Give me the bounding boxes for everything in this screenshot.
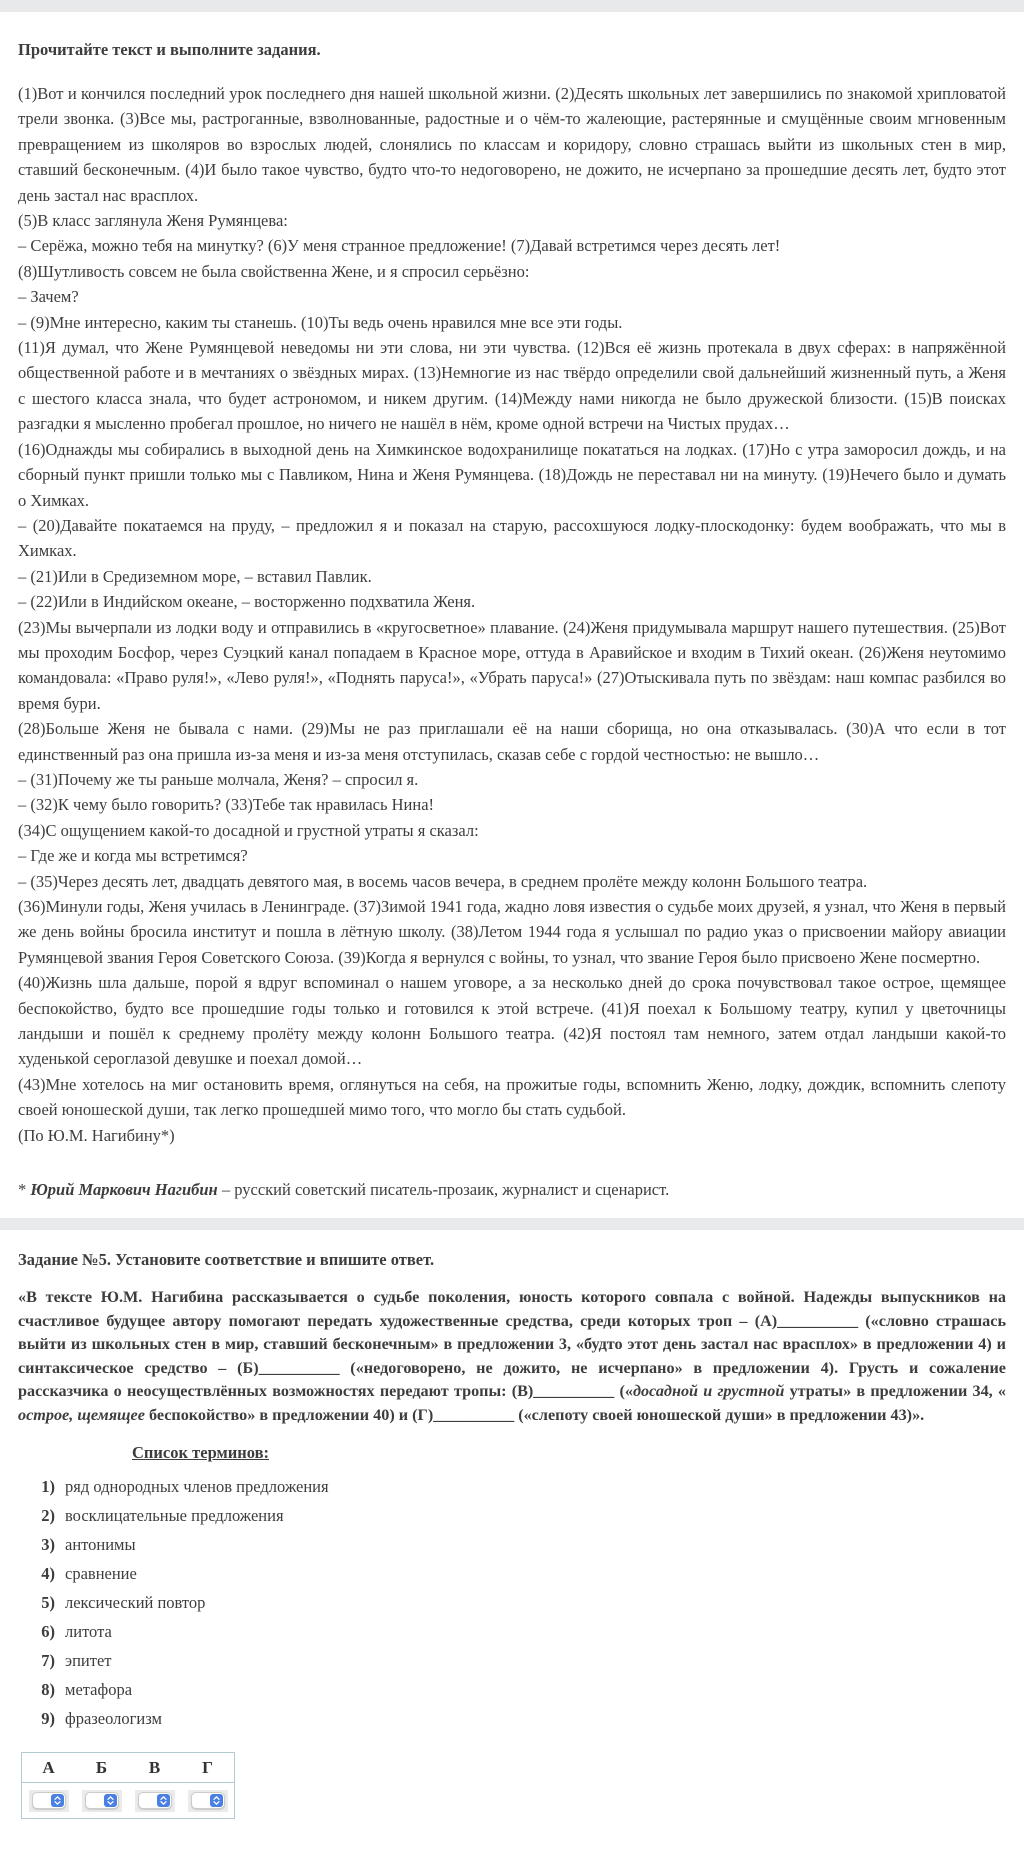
text-passage: [18, 81, 1006, 1148]
passage-paragraph: – (32)К чему было говорить? (33)Тебе так нравилась Нина!: [18, 795, 435, 815]
passage-paragraph: (40)Жизнь шла дальше, порой я вдруг вспоминал о нашем уговоре, а за несколько дней до срока почувствовал такое острое, щемящее беспокойство, будто все прошедшие годы только и готовился к этой встрече. (41)Я поехал к Большому театру, купил у цветочницы ландыши и пошёл к среднему пролёту между колонн Большого театра. (42)Я постоял там немного, затем отдал ландыши какой-то худенькой сероглазой девушке и поехал домой…: [18, 973, 1006, 1069]
passage-paragraph: – Где же и когда мы встретимся?: [18, 846, 248, 866]
author-footnote: [18, 1177, 1006, 1202]
answer-cell-b: [75, 1783, 128, 1819]
reading-section: [0, 12, 1024, 1202]
term-label: литота: [65, 1622, 112, 1642]
chevron-up-down-icon: [160, 1796, 167, 1805]
term-number: 9): [41, 1709, 55, 1729]
task-prompt: [18, 1286, 1006, 1427]
chevron-up-down-icon: [213, 1796, 220, 1805]
answer-select-a[interactable]: [29, 1790, 69, 1812]
prompt-text: беспокойство» в предложении 40) и (Г)__________ («слепоту своей юношеской души» в предложении 43)».: [144, 1405, 925, 1424]
answer-column-v: В: [128, 1753, 181, 1783]
term-label: сравнение: [65, 1564, 137, 1584]
passage-paragraph: (5)В класс заглянула Женя Румянцева:: [18, 211, 288, 231]
term-number: 7): [41, 1651, 55, 1671]
top-divider-band: [0, 0, 1024, 12]
term-label: ряд однородных членов предложения: [65, 1477, 329, 1497]
answer-table-select-row: [22, 1783, 235, 1819]
term-item: [18, 1530, 1006, 1559]
passage-paragraph: (8)Шутливость совсем не была свойственна Жене, и я спросил серьёзно:: [18, 261, 530, 281]
answer-cell-v: [128, 1783, 181, 1819]
select-stepper-icon: [157, 1794, 170, 1807]
term-number: 4): [41, 1564, 55, 1584]
term-label: восклицательные предложения: [65, 1506, 284, 1526]
term-item: [18, 1588, 1006, 1617]
passage-paragraph: – Серёжа, можно тебя на минутку? (6)У меня странное предложение! (7)Давай встретимся через десять лет!: [18, 236, 781, 256]
passage-attribution: (По Ю.М. Нагибину*): [18, 1125, 175, 1145]
term-number: 2): [41, 1506, 55, 1526]
term-label: фразеологизм: [65, 1709, 162, 1729]
passage-paragraph: (43)Мне хотелось на миг остановить время, оглянуться на себя, на прожитые годы, вспомнить Женю, лодку, дождик, вспомнить слепоту своей юношеской души, так легко прошедшей мимо того, что могло бы стать судьбой.: [18, 1074, 1006, 1120]
passage-paragraph: – Зачем?: [18, 287, 79, 307]
term-label: метафора: [65, 1680, 133, 1700]
passage-paragraph: (34)С ощущением какой-то досадной и грустной утраты я сказал:: [18, 820, 479, 840]
passage-paragraph: (36)Минули годы, Женя училась в Ленинграде. (37)Зимой 1941 года, жадно ловя известия о судьбе моих друзей, я узнал, что Женя в первый же день войны бросила институт и пошла в лётную школу. (38)Летом 1944 года я услышал по радио указ о присвоении майору авиации Румянцевой звания Героя Советского Союза. (39)Когда я вернулся с войны, то узнал, что звание Героя было присвоено Жене посмертно.: [18, 897, 1006, 967]
term-label: лексический повтор: [65, 1593, 206, 1613]
passage-paragraph: (23)Мы вычерпали из лодки воду и отправились в «кругосветное» плавание. (24)Женя придумывала маршрут нашего путешествия. (25)Вот мы проходим Босфор, через Суэцкий канал попадаем в Красное море, оттуда в Аравийское и входим в Тихий океан. (26)Женя неутомимо командовала: «Право руля!», «Лево руля!», «Поднять паруса!», «Убрать паруса!» (27)Отыскивала путь по звёздам: наш компас разбился во время бури.: [18, 617, 1006, 713]
passage-paragraph: (16)Однажды мы собирались в выходной день на Химкинское водохранилище покататься на лодках. (17)Но с утра заморосил дождь, и на сборный пункт пришли только мы с Павликом, Нина и Женя Румянцева. (18)Дождь не переставал ни на минуту. (19)Нечего было и думать о Химках.: [18, 439, 1006, 510]
term-item: [18, 1704, 1006, 1733]
answer-select-v[interactable]: [135, 1790, 175, 1812]
footnote-description: – русский советский писатель-прозаик, журналист и сценарист.: [217, 1180, 670, 1200]
answer-select-g[interactable]: [188, 1790, 228, 1812]
term-item: [18, 1472, 1006, 1501]
select-stepper-icon: [210, 1794, 223, 1807]
answer-select-b[interactable]: [82, 1790, 122, 1812]
instruction-heading: Прочитайте текст и выполните задания.: [18, 40, 321, 59]
term-number: 8): [41, 1680, 55, 1700]
term-label: антонимы: [65, 1535, 136, 1555]
answer-column-a: А: [22, 1753, 76, 1783]
answer-cell-g: [181, 1783, 235, 1819]
passage-paragraph: – (31)Почему же ты раньше молчала, Женя? – спросил я.: [18, 769, 419, 789]
answer-column-g: Г: [181, 1753, 235, 1783]
term-number: 1): [41, 1477, 55, 1497]
terms-list: [18, 1472, 1006, 1733]
passage-paragraph: – (20)Давайте покатаемся на пруду, – предложил я и показал на старую, рассохшуюся лодку-плоскодонку: будем воображать, что мы в Химках.: [18, 515, 1006, 561]
task-heading: Задание №5. Установите соответствие и впишите ответ.: [18, 1250, 435, 1270]
answer-table: [21, 1752, 235, 1819]
passage-paragraph: – (22)Или в Индийском океане, – восторженно подхватила Женя.: [18, 592, 476, 612]
footnote-author-name: Юрий Маркович Нагибин: [30, 1180, 218, 1200]
passage-paragraph: (1)Вот и кончился последний урок последнего дня нашей школьной жизни. (2)Десять школьных лет завершились по знакомой хрипловатой трели звонка. (3)Все мы, растроганные, взволнованные, радостные и о чём-то жалеющие, растерянные и смущённые своим мгновенным превращением из школяров во взрослых людей, слонялись по классам и коридору, словно страшась выйти из школьных стен в мир, ставший бесконечным. (4)И было такое чувство, будто что-то недоговорено, не дожито, не исчерпано за прошедшие десять лет, будто этот день застал нас врасплох.: [18, 84, 1006, 205]
passage-paragraph: (11)Я думал, что Жене Румянцевой неведомы ни эти слова, ни эти чувства. (12)Вся её жизнь протекала в двух сферах: в напряжённой общественной работе и в мечтаниях о звёздных мирах. (13)Немногие из нас твёрдо определили свой дальнейший жизненный путь, а Женя с шестого класса знала, что будет астрономом, и никем другим. (14)Между нами никогда не было дружеской близости. (15)В поисках разгадки я мысленно пробегал прошлое, но ничего не нашёл в нём, кроме одной встречи на Чистых прудах…: [18, 338, 1006, 434]
bottom-spacer: [18, 1819, 1006, 1865]
answer-cell-a: [22, 1783, 76, 1819]
answer-column-b: Б: [75, 1753, 128, 1783]
chevron-up-down-icon: [107, 1796, 114, 1805]
passage-paragraph: – (9)Мне интересно, каким ты станешь. (10)Ты ведь очень нравился мне все эти годы.: [18, 312, 623, 332]
term-number: 3): [41, 1535, 55, 1555]
prompt-text: «В тексте Ю.М. Нагибина рассказывается о судьбе поколения, юность которого совпала с войной. Надежды выпускников на счастливое будущее автору помогают передать художественные средства, среди которых троп – (А)__________ («словно страшась выйти из школьных стен в мир, ставший бесконечным» в предложении 3, «будто этот день застал нас врасплох» в предложении 4) и синтаксическое средство – (Б)__________ («недоговорено, не дожито, не исчерпано» в предложении 4). Грусть и сожаление рассказчика о неосуществлённых возможностях передают тропы: (В)__________ («: [18, 1288, 1006, 1401]
task-section: [0, 1230, 1024, 1865]
prompt-italic-quote: досадной и грустной: [632, 1382, 785, 1401]
footnote-asterisk: *: [18, 1180, 31, 1200]
term-item: [18, 1675, 1006, 1704]
term-item: [18, 1501, 1006, 1530]
passage-paragraph: – (21)Или в Средиземном море, – вставил Павлик.: [18, 566, 372, 586]
passage-paragraph: – (35)Через десять лет, двадцать девятого мая, в восемь часов вечера, в среднем пролёте между колонн Большого театра.: [18, 871, 868, 891]
section-divider-band: [0, 1218, 1024, 1230]
terms-list-heading: Список терминов:: [132, 1443, 269, 1463]
select-stepper-icon: [51, 1794, 64, 1807]
select-stepper-icon: [104, 1794, 117, 1807]
answer-table-header-row: [22, 1753, 235, 1783]
term-item: [18, 1617, 1006, 1646]
term-item: [18, 1559, 1006, 1588]
chevron-up-down-icon: [54, 1796, 61, 1805]
term-number: 6): [41, 1622, 55, 1642]
prompt-italic-quote: острое, щемящее: [18, 1405, 145, 1424]
term-item: [18, 1646, 1006, 1675]
passage-paragraph: (28)Больше Женя не бывала с нами. (29)Мы не раз приглашали её на наши сборища, но она отказывалась. (30)А что если в тот единственный раз она пришла из-за меня и из-за меня отступилась, сказав себе с гордой честностью: не вышло…: [18, 719, 1006, 764]
term-label: эпитет: [65, 1651, 112, 1671]
prompt-text: утраты» в предложении 34, «: [784, 1382, 1007, 1401]
term-number: 5): [41, 1593, 55, 1613]
